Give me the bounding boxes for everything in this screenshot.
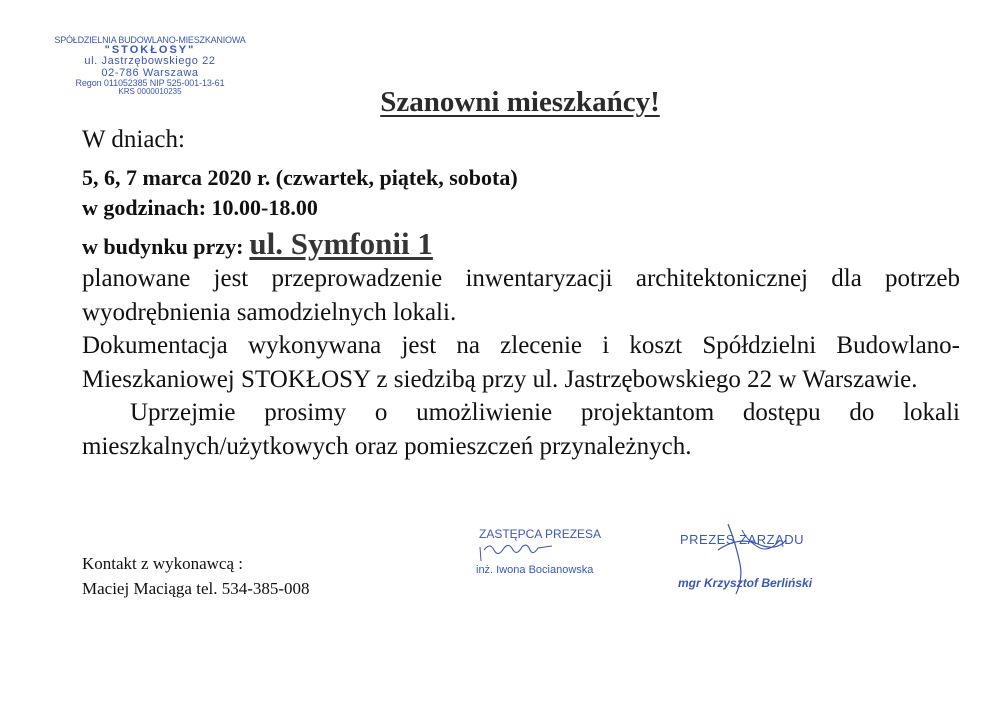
signature-president	[668, 520, 838, 600]
president-name: mgr Krzysztof Berliński	[678, 576, 813, 590]
stamp-line-city: 02-786 Warszawa	[101, 66, 199, 79]
address-line	[82, 226, 960, 262]
contact-block	[82, 551, 310, 601]
president-role: PREZES ZARZĄDU	[680, 532, 805, 547]
intro-text: W dniach:	[82, 126, 185, 153]
contact-person: Maciej Maciąga tel. 534-385-008	[82, 579, 310, 598]
stamp-line-ids: Regon 011052385 NIP 525-001-13-61	[75, 77, 225, 88]
deputy-role: ZASTĘPCA PREZESA	[479, 527, 602, 541]
stamp-line-name: SPÓŁDZIELNIA BUDOWLANO-MIESZKANIOWA	[54, 35, 246, 45]
stamp-line-street: ul. Jastrzębowskiego 22	[84, 55, 216, 68]
deputy-name: inż. Iwona Bocianowska	[476, 564, 594, 576]
stamp-line-krs: KRS 0000010235	[118, 88, 182, 94]
hours-text: w godzinach: 10.00-18.00	[82, 195, 318, 220]
signature-deputy	[462, 520, 622, 582]
address-street: ul. Symfonii 1	[249, 226, 433, 261]
notice-body	[82, 262, 960, 463]
paragraph-inventory: planowane jest przeprowadzenie inwentaryzacji architektonicznej dla potrzeb wyodrębnienia samodzielnych lokali.	[82, 265, 960, 326]
page-title: Szanowni mieszkańcy!	[380, 86, 660, 118]
contact-label: Kontakt z wykonawcą :	[82, 554, 243, 573]
paragraph-documentation: Dokumentacja wykonywana jest na zlecenie i koszt Spółdzielni Budowlano-Mieszkaniowej STOKŁOSY z siedzibą przy ul. Jastrzębowskiego 22 w Warszawie.	[82, 332, 960, 393]
address-label: w budynku przy:	[82, 234, 244, 259]
stamp-line-brand: "STOKŁOSY"	[104, 44, 196, 57]
dates-text: 5, 6, 7 marca 2020 r. (czwartek, piątek, sobota)	[82, 165, 518, 190]
paragraph-request: Uprzejmie prosimy o umożliwienie projektantom dostępu do lokali mieszkalnych/użytkowych oraz pomieszczeń przynależnych.	[82, 399, 960, 460]
